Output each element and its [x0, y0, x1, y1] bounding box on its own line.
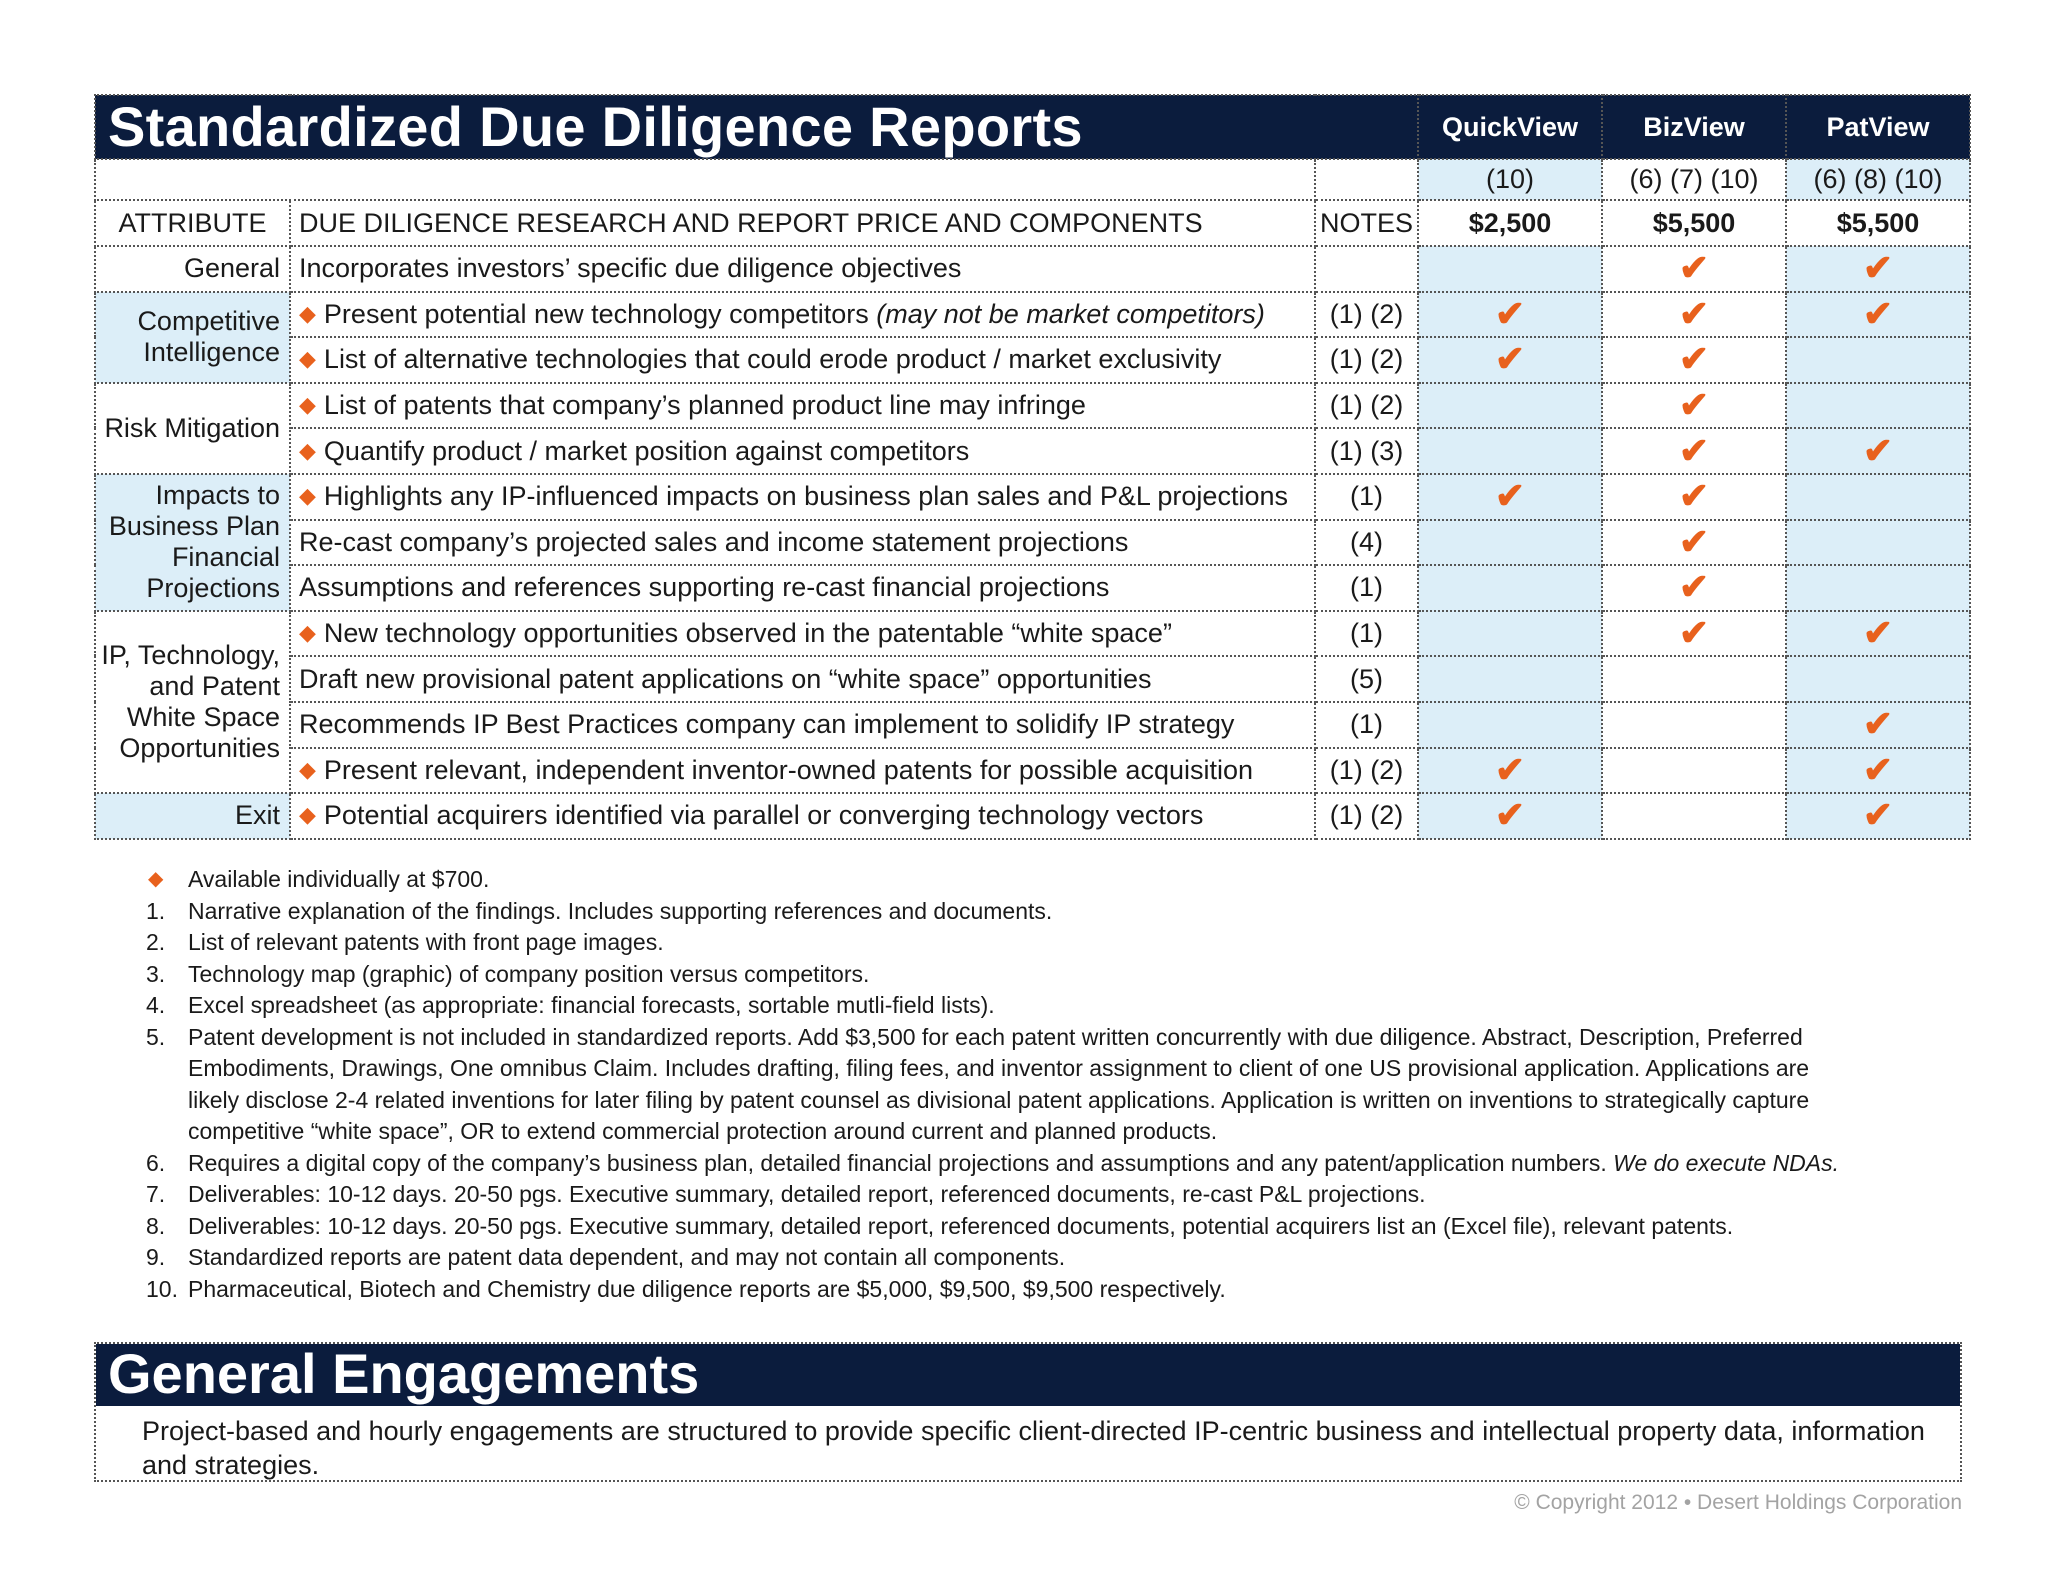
component-text: Draft new provisional patent applications on “white space” opportunities [299, 663, 1152, 694]
product-notes-quickview: (10) [1418, 159, 1602, 200]
table-row [95, 520, 1970, 566]
footnote-number: 10. [146, 1275, 178, 1302]
checkmark-icon: ✔ [1494, 748, 1526, 790]
footnote-text: Patent development is not included in standardized reports. Add $3,500 for each patent written concurrently with due diligence. Abstract, Description, Preferred [188, 1023, 1803, 1050]
component-description [290, 793, 1315, 839]
component-text: Potential acquirers identified via parallel or converging technology vectors [323, 800, 1204, 831]
check-cell [1602, 748, 1786, 794]
check-cell [1418, 428, 1602, 474]
footnote-text: Requires a digital copy of the company’s business plan, detailed financial projections and assumptions and any patent/application numbers. [188, 1149, 1614, 1176]
check-cell [1418, 748, 1602, 794]
component-text: Present potential new technology competitors [323, 298, 877, 329]
check-cell [1786, 656, 1970, 702]
component-text: List of alternative technologies that could erode product / market exclusivity [323, 344, 1222, 375]
check-cell [1418, 656, 1602, 702]
check-cell [1602, 428, 1786, 474]
check-cell [1418, 520, 1602, 566]
footnote-text: Available individually at $700. [188, 866, 490, 892]
footnote-text: Deliverables: 10-12 days. 20-50 pgs. Executive summary, detailed report, referenced documents, re-cast P&L projections. [188, 1181, 1426, 1207]
footnote-number: 5. [146, 1023, 166, 1050]
component-note-italic: (may not be market competitors) [876, 298, 1265, 329]
checkmark-icon: ✔ [1678, 247, 1710, 289]
footnote-number: 4. [146, 992, 166, 1018]
notes-header: NOTES [1315, 200, 1418, 246]
check-cell [1602, 702, 1786, 748]
footnote-item [146, 1274, 1839, 1306]
diamond-icon: ◆ [299, 437, 316, 463]
footnote-item [146, 927, 1839, 959]
check-cell [1602, 611, 1786, 657]
table-title-cell [95, 95, 1418, 159]
component-notes: (1) [1315, 474, 1418, 520]
checkmark-icon: ✔ [1678, 520, 1710, 562]
checkmark-icon: ✔ [1862, 429, 1894, 471]
component-description [290, 702, 1315, 748]
product-name-bizview: BizView [1602, 95, 1786, 159]
checkmark-icon: ✔ [1862, 247, 1894, 289]
component-text: Recommends IP Best Practices company can implement to solidify IP strategy [299, 709, 1235, 740]
footnote-continuation [146, 1085, 1839, 1117]
footnote-italic: We do execute NDAs. [1613, 1149, 1840, 1176]
check-cell [1418, 337, 1602, 383]
checkmark-icon: ✔ [1862, 748, 1894, 790]
check-cell [1786, 793, 1970, 839]
checkmark-icon: ✔ [1862, 612, 1894, 654]
general-engagements-section [94, 1342, 1962, 1482]
copyright-notice: © Copyright 2012 • Desert Holdings Corporation [1514, 1491, 1962, 1514]
check-cell [1602, 474, 1786, 520]
footnote-text: Deliverables: 10-12 days. 20-50 pgs. Executive summary, detailed report, referenced documents, potential acquirers list an (Excel file), relevant patents. [188, 1212, 1734, 1239]
check-cell [1602, 565, 1786, 611]
check-cell [1418, 565, 1602, 611]
check-cell [1418, 793, 1602, 839]
component-notes: (1) (3) [1315, 428, 1418, 474]
diamond-icon: ◆ [299, 346, 316, 372]
table-row [95, 337, 1970, 383]
component-description [290, 383, 1315, 429]
diamond-icon: ◆ [299, 483, 316, 509]
footnote-item [146, 864, 1839, 896]
checkmark-icon: ✔ [1678, 612, 1710, 654]
check-cell [1786, 428, 1970, 474]
check-cell [1786, 383, 1970, 429]
component-text: New technology opportunities observed in the patentable “white space” [323, 618, 1172, 649]
table-row [95, 656, 1970, 702]
component-notes: (1) (2) [1315, 793, 1418, 839]
checkmark-icon: ✔ [1494, 475, 1526, 517]
component-description [290, 428, 1315, 474]
footnote-number: 6. [146, 1149, 166, 1176]
footnote-number: 3. [146, 960, 166, 987]
checkmark-icon: ✔ [1678, 384, 1710, 426]
attribute-label: Exit [95, 793, 290, 839]
footnote-continuation [146, 1053, 1839, 1085]
check-cell [1786, 702, 1970, 748]
due-diligence-table [94, 94, 1971, 840]
component-notes: (4) [1315, 520, 1418, 566]
component-text: Assumptions and references supporting re-cast financial projections [299, 572, 1110, 603]
footnote-number: 8. [146, 1212, 166, 1239]
footnote-text: Standardized reports are patent data dependent, and may not contain all components. [188, 1244, 1066, 1270]
check-cell [1418, 292, 1602, 338]
checkmark-icon: ✔ [1862, 794, 1894, 836]
product-notes-bizview: (6) (7) (10) [1602, 159, 1786, 200]
component-text: Quantify product / market position against competitors [323, 435, 970, 466]
product-name-quickview: QuickView [1418, 95, 1602, 159]
diamond-icon: ◆ [299, 620, 316, 646]
table-row [95, 383, 1970, 429]
description-header: DUE DILIGENCE RESEARCH AND REPORT PRICE AND COMPONENTS [290, 200, 1315, 246]
table-row [95, 428, 1970, 474]
footnote-text: Excel spreadsheet (as appropriate: financial forecasts, sortable mutli-field lists). [188, 992, 995, 1018]
footnote-text: Technology map (graphic) of company position versus competitors. [188, 960, 870, 987]
component-text: List of patents that company’s planned product line may infringe [323, 390, 1086, 421]
component-text: Present relevant, independent inventor-owned patents for possible acquisition [323, 754, 1254, 785]
check-cell [1602, 246, 1786, 292]
footnote-item [146, 1148, 1839, 1180]
general-engagements-text: Project-based and hourly engagements are structured to provide specific client-directed IP-centric business and intellectual property data, information and strategies. [142, 1416, 1925, 1480]
checkmark-icon: ✔ [1678, 475, 1710, 517]
footnote-item [146, 1211, 1839, 1243]
component-notes: (1) (2) [1315, 292, 1418, 338]
check-cell [1786, 611, 1970, 657]
footnote-number: 1. [146, 897, 166, 924]
check-cell [1602, 793, 1786, 839]
footnote-text: Embodiments, Drawings, One omnibus Claim. Includes drafting, filing fees, and inventor assignment to client of one US provisional application. Applications are [188, 1055, 1810, 1081]
component-description [290, 611, 1315, 657]
component-notes: (1) (2) [1315, 337, 1418, 383]
footnote-number: 7. [146, 1181, 166, 1207]
footnote-item [146, 959, 1839, 991]
attribute-label: Competitive Intelligence [95, 292, 290, 383]
check-cell [1602, 656, 1786, 702]
blank-cell [95, 159, 1315, 200]
check-cell [1602, 337, 1786, 383]
diamond-icon: ◆ [148, 868, 164, 890]
component-text: Re-cast company’s projected sales and income statement projections [299, 526, 1129, 557]
checkmark-icon: ✔ [1494, 794, 1526, 836]
check-cell [1602, 383, 1786, 429]
check-cell [1786, 565, 1970, 611]
check-cell [1786, 246, 1970, 292]
component-text: Incorporates investors’ specific due diligence objectives [299, 253, 962, 284]
check-cell [1602, 292, 1786, 338]
component-notes: (1) (2) [1315, 748, 1418, 794]
component-notes: (5) [1315, 656, 1418, 702]
component-description [290, 337, 1315, 383]
footnote-text: Pharmaceutical, Biotech and Chemistry due diligence reports are $5,000, $9,500, $9,500 respectively. [188, 1275, 1226, 1302]
component-description [290, 656, 1315, 702]
attribute-label: IP, Technology, and Patent White Space Opportunities [95, 611, 290, 793]
checkmark-icon: ✔ [1678, 292, 1710, 334]
footnote-text: likely disclose 2-4 related inventions for later filing by patent counsel as divisional patent applications. Application is written on inventions to strategically capture [188, 1086, 1810, 1113]
attribute-label: General [95, 246, 290, 292]
component-description [290, 474, 1315, 520]
footnote-item [146, 1179, 1839, 1211]
footnotes-list [146, 864, 1839, 1305]
check-cell [1786, 292, 1970, 338]
footnote-item [146, 896, 1839, 928]
checkmark-icon: ✔ [1494, 338, 1526, 380]
checkmark-icon: ✔ [1862, 292, 1894, 334]
component-description [290, 520, 1315, 566]
table-row [95, 793, 1970, 839]
footnote-text: Narrative explanation of the findings. Includes supporting references and documents. [188, 897, 1053, 924]
check-cell [1786, 520, 1970, 566]
product-name-patview: PatView [1786, 95, 1970, 159]
check-cell [1418, 383, 1602, 429]
component-notes: (1) [1315, 565, 1418, 611]
attribute-header: ATTRIBUTE [95, 200, 290, 246]
checkmark-icon: ✔ [1678, 566, 1710, 608]
table-row [95, 292, 1970, 338]
check-cell [1418, 702, 1602, 748]
diamond-icon: ◆ [299, 756, 316, 782]
footnote-number: 2. [146, 929, 166, 955]
checkmark-icon: ✔ [1678, 429, 1710, 471]
footnote-number: 9. [146, 1244, 166, 1270]
general-engagements-header [96, 1344, 1960, 1406]
footnote-item [146, 1242, 1839, 1274]
checkmark-icon: ✔ [1862, 703, 1894, 745]
table-row [95, 246, 1970, 292]
check-cell [1418, 611, 1602, 657]
footnote-continuation [146, 1116, 1839, 1148]
component-notes: (1) [1315, 702, 1418, 748]
general-engagements-title: General Engagements [108, 1342, 700, 1405]
component-text: Highlights any IP-influenced impacts on business plan sales and P&L projections [323, 481, 1288, 512]
table-row [95, 702, 1970, 748]
table-row [95, 565, 1970, 611]
check-cell [1418, 474, 1602, 520]
blank-notes-cell [1315, 159, 1418, 200]
footnote-item [146, 1022, 1839, 1054]
price-quickview: $2,500 [1418, 200, 1602, 246]
check-cell [1602, 520, 1786, 566]
component-description [290, 246, 1315, 292]
checkmark-icon: ✔ [1494, 292, 1526, 334]
footnote-item [146, 990, 1839, 1022]
product-notes-patview: (6) (8) (10) [1786, 159, 1970, 200]
check-cell [1418, 246, 1602, 292]
diamond-icon: ◆ [299, 802, 316, 828]
component-description [290, 292, 1315, 338]
attribute-label: Impacts to Business Plan Financial Projections [95, 474, 290, 611]
component-notes: (1) [1315, 611, 1418, 657]
page-title: Standardized Due Diligence Reports [108, 95, 1083, 158]
price-bizview: $5,500 [1602, 200, 1786, 246]
component-description [290, 565, 1315, 611]
footnote-text: competitive “white space”, OR to extend commercial protection around current and planned products. [188, 1118, 1218, 1144]
price-patview: $5,500 [1786, 200, 1970, 246]
check-cell [1786, 474, 1970, 520]
checkmark-icon: ✔ [1678, 338, 1710, 380]
check-cell [1786, 337, 1970, 383]
component-description [290, 748, 1315, 794]
attribute-label: Risk Mitigation [95, 383, 290, 474]
table-row [95, 748, 1970, 794]
component-notes: (1) (2) [1315, 383, 1418, 429]
table-row [95, 474, 1970, 520]
table-row [95, 611, 1970, 657]
footnote-text: List of relevant patents with front page images. [188, 929, 664, 955]
diamond-icon: ◆ [299, 392, 316, 418]
component-notes [1315, 246, 1418, 292]
check-cell [1786, 748, 1970, 794]
diamond-icon: ◆ [299, 300, 316, 326]
